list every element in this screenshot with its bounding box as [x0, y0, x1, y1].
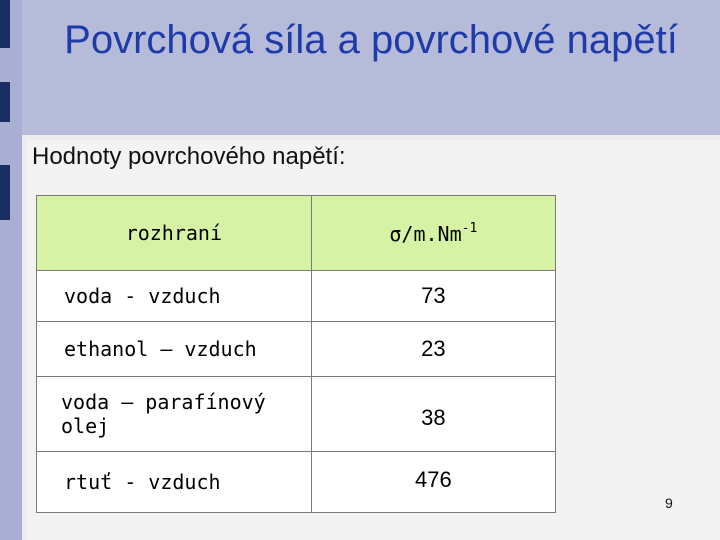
- table-row: [37, 271, 556, 322]
- table-row: [37, 377, 556, 452]
- cell-value: 23: [311, 322, 555, 377]
- table-row: [37, 452, 556, 513]
- left-band-stripe: [0, 165, 10, 220]
- cell-interface: voda – parafínový olej: [37, 377, 312, 452]
- cell-value: 73: [311, 271, 555, 322]
- header-interface: rozhraní: [37, 196, 312, 271]
- table-row: [37, 322, 556, 377]
- cell-value: 38: [311, 377, 555, 452]
- slide-title: Povrchová síla a povrchové napětí: [64, 18, 678, 62]
- header-sigma-base: σ/m.Nm: [389, 221, 462, 246]
- left-decorative-band: [0, 0, 22, 540]
- slide-subtitle: Hodnoty povrchového napětí:: [32, 143, 346, 170]
- surface-tension-table: [36, 195, 556, 513]
- header-sigma: [311, 196, 555, 271]
- cell-interface: ethanol – vzduch: [37, 322, 312, 377]
- cell-value: 476: [311, 452, 555, 513]
- left-band-stripe: [0, 0, 10, 48]
- left-band-stripe: [0, 82, 10, 122]
- page-number: 9: [665, 495, 673, 511]
- cell-interface: voda - vzduch: [37, 271, 312, 322]
- cell-interface: rtuť - vzduch: [37, 452, 312, 513]
- table-header-row: [37, 196, 556, 271]
- header-sigma-exponent: -1: [461, 220, 478, 236]
